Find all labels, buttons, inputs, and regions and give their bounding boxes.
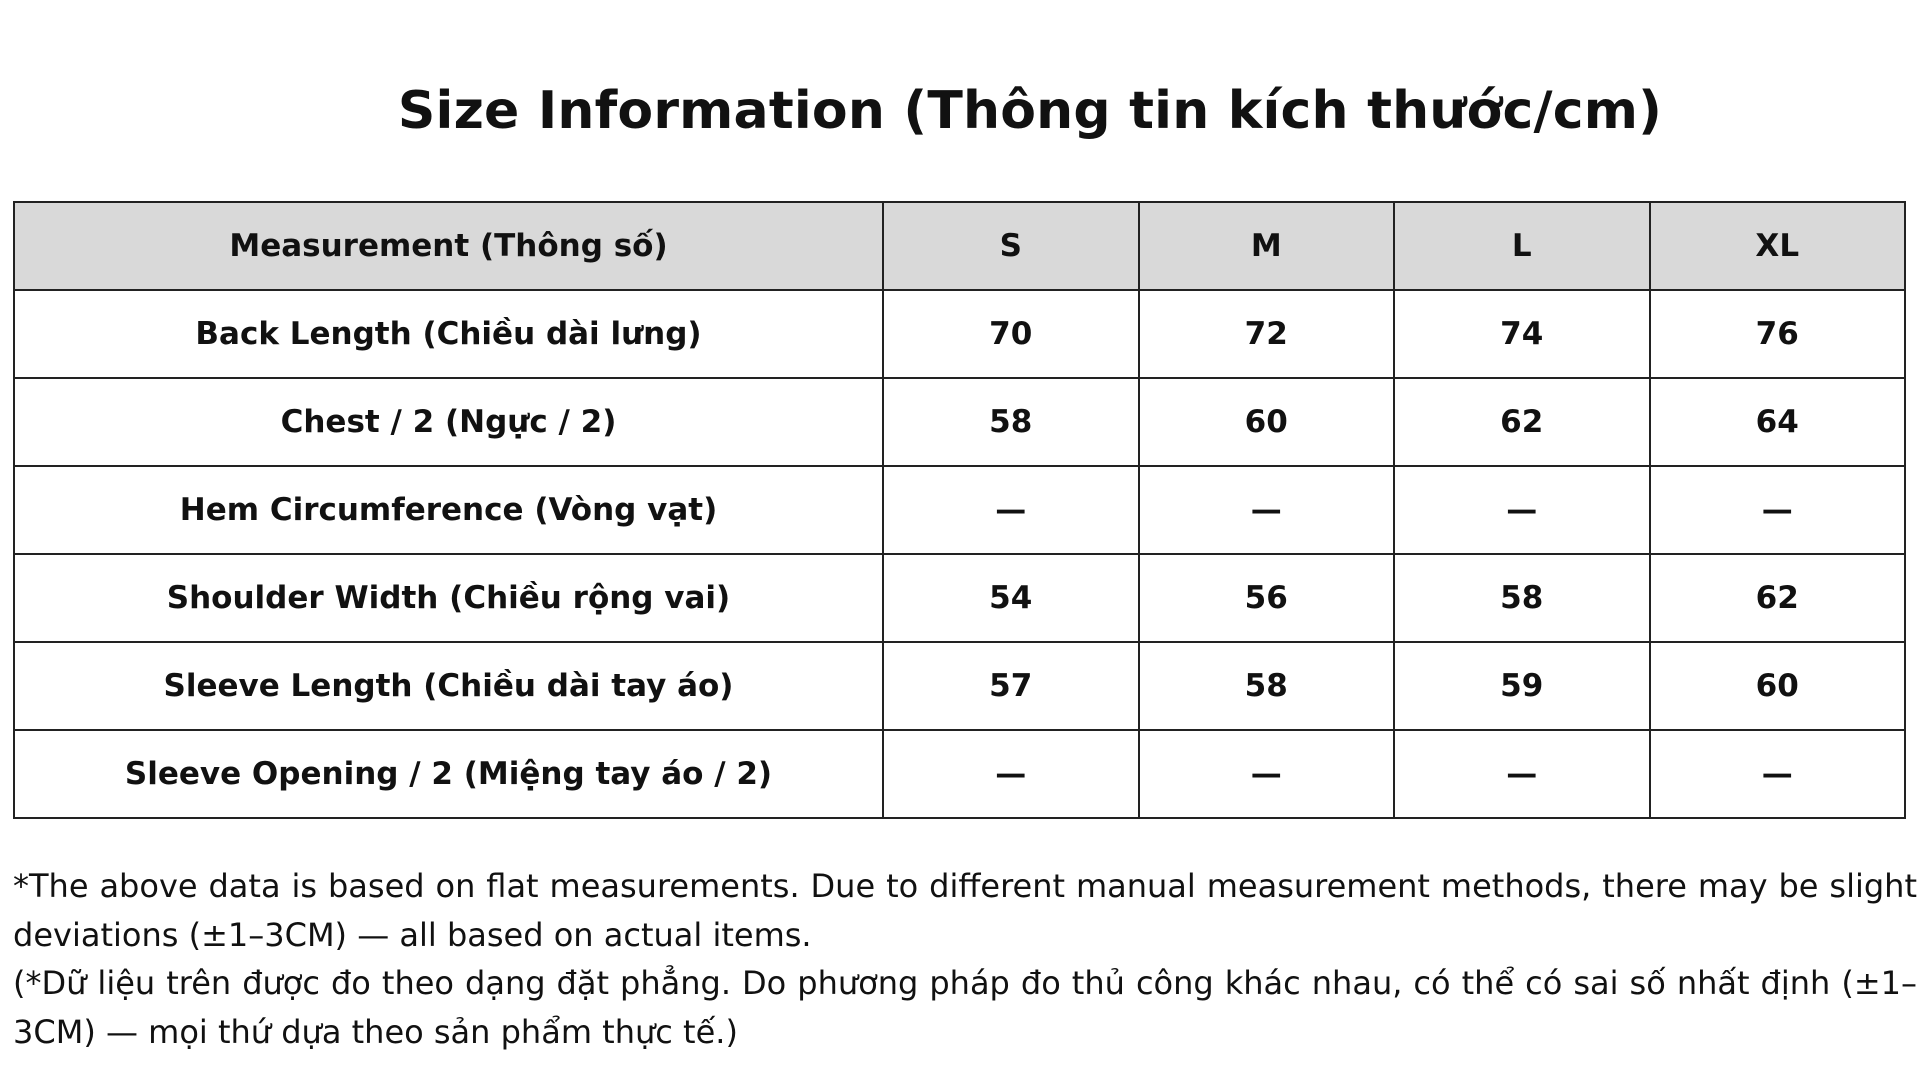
row-value: 58: [1139, 642, 1395, 730]
note-vietnamese: (*Dữ liệu trên được đo theo dạng đặt phẳng. Do phương pháp đo thủ công khác nhau, có thể có sai số nhất định (±1–3CM) — mọi thứ dựa theo sản phẩm thực tế.): [13, 964, 1917, 1051]
measurement-note: [13, 862, 1917, 1056]
row-value: 72: [1139, 290, 1395, 378]
row-value: —: [1650, 730, 1906, 818]
row-value: 64: [1650, 378, 1906, 466]
table-row: [14, 378, 1905, 466]
row-value: 70: [883, 290, 1139, 378]
row-value: —: [883, 466, 1139, 554]
table-row: [14, 290, 1905, 378]
page-title: Size Information (Thông tin kích thước/cm): [397, 80, 1663, 141]
header-size-m: M: [1139, 202, 1395, 290]
note-english: *The above data is based on flat measurements. Due to different manual measurement methods, there may be slight deviations (±1–3CM) — all based on actual items.: [13, 867, 1917, 954]
header-size-l: L: [1394, 202, 1650, 290]
row-value: —: [1139, 730, 1395, 818]
row-value: —: [1139, 466, 1395, 554]
row-value: —: [883, 730, 1139, 818]
table-row: [14, 642, 1905, 730]
row-value: —: [1394, 730, 1650, 818]
table-body: [14, 290, 1905, 818]
row-label: Shoulder Width (Chiều rộng vai): [14, 554, 883, 642]
row-value: 59: [1394, 642, 1650, 730]
row-label: Sleeve Opening / 2 (Miệng tay áo / 2): [14, 730, 883, 818]
header-size-s: S: [883, 202, 1139, 290]
header-row: [14, 202, 1905, 290]
table-row: [14, 730, 1905, 818]
row-value: 60: [1139, 378, 1395, 466]
size-table: [13, 201, 1906, 819]
row-label: Back Length (Chiều dài lưng): [14, 290, 883, 378]
row-value: 60: [1650, 642, 1906, 730]
row-value: 62: [1650, 554, 1906, 642]
row-value: 57: [883, 642, 1139, 730]
row-value: 76: [1650, 290, 1906, 378]
table-header: [14, 202, 1905, 290]
table-row: [14, 554, 1905, 642]
row-value: 74: [1394, 290, 1650, 378]
row-value: 58: [1394, 554, 1650, 642]
row-value: —: [1394, 466, 1650, 554]
row-value: 62: [1394, 378, 1650, 466]
table-row: [14, 466, 1905, 554]
row-value: —: [1650, 466, 1906, 554]
row-label: Hem Circumference (Vòng vạt): [14, 466, 883, 554]
header-size-xl: XL: [1650, 202, 1906, 290]
row-label: Chest / 2 (Ngực / 2): [14, 378, 883, 466]
row-label: Sleeve Length (Chiều dài tay áo): [14, 642, 883, 730]
header-measurement: Measurement (Thông số): [14, 202, 883, 290]
row-value: 58: [883, 378, 1139, 466]
row-value: 54: [883, 554, 1139, 642]
row-value: 56: [1139, 554, 1395, 642]
